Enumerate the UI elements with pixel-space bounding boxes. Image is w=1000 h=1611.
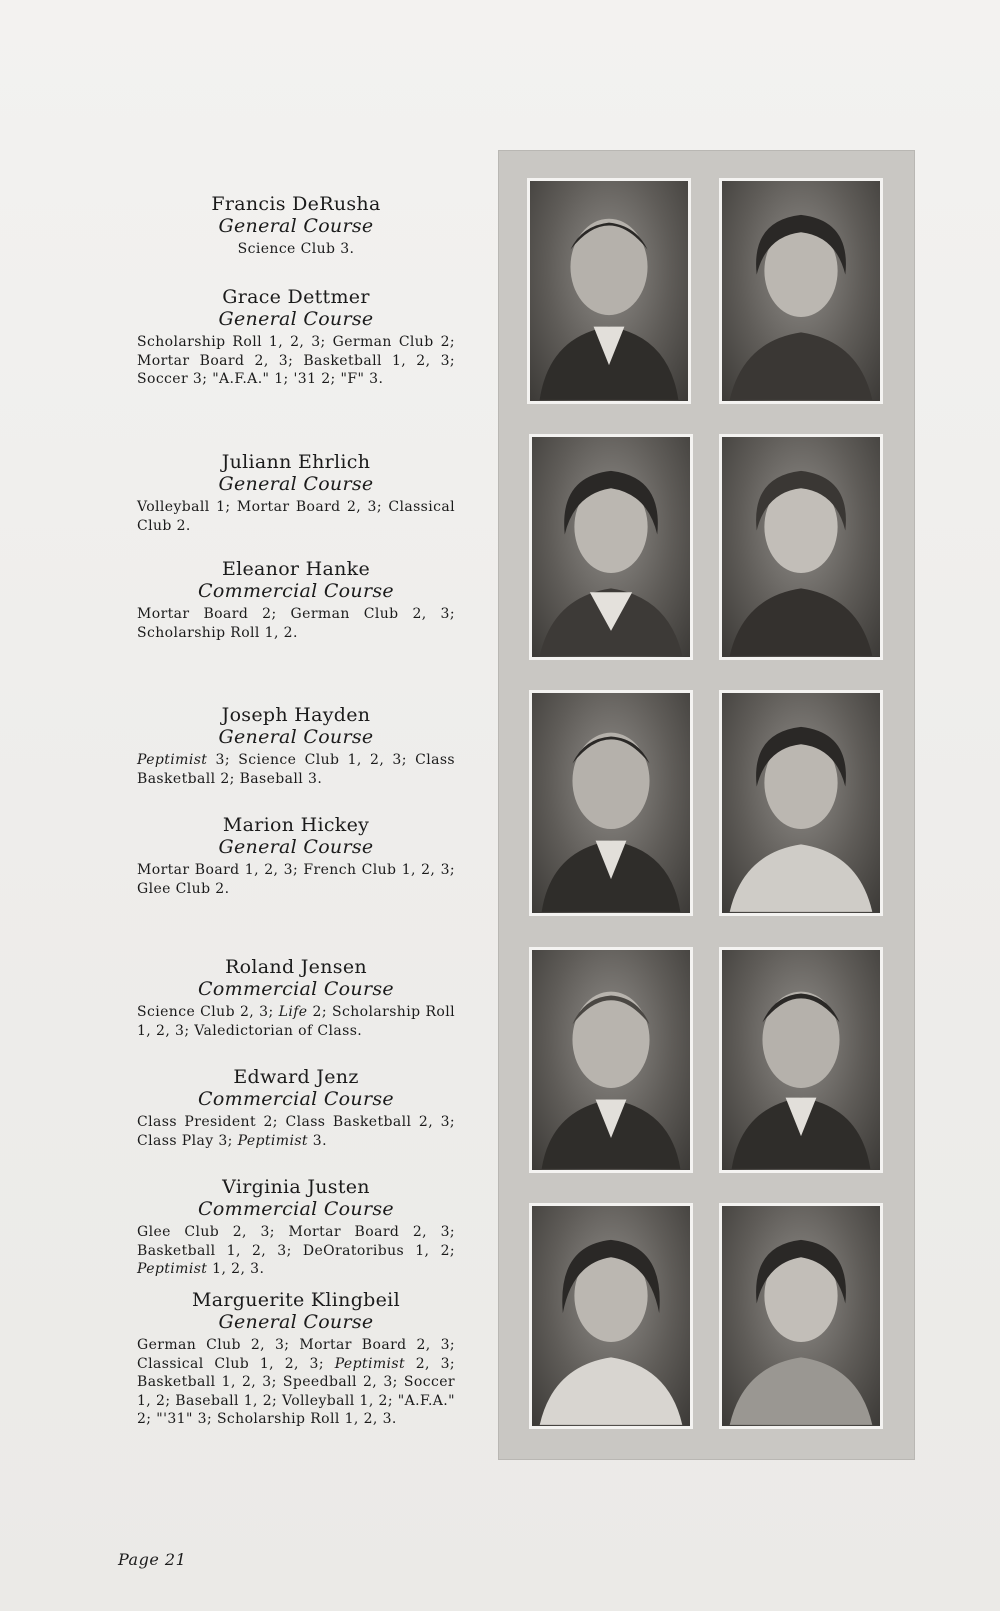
page-number: Page 21: [118, 1550, 187, 1569]
student-activities: [137, 1113, 455, 1150]
student-name: Marguerite Klingbeil: [192, 1289, 400, 1311]
male-portrait-icon: [529, 690, 693, 916]
activities-text: 2; Scholarship Roll 1, 2, 3; Valedictorian of Class.: [137, 1004, 456, 1039]
student-name: Francis DeRusha: [211, 193, 381, 215]
activities-text: Class President 2; Class Basketball 2, 3; Class Play 3;: [137, 1114, 455, 1149]
publication-name: Peptimist: [137, 752, 208, 768]
student-entry: [137, 286, 455, 389]
student-activities: Mortar Board 2; German Club 2, 3; Scholarship Roll 1, 2.: [137, 606, 455, 641]
student-name: Virginia Justen: [222, 1176, 370, 1198]
activities-text: Science Club 2, 3;: [137, 1004, 279, 1020]
student-name: Edward Jenz: [233, 1066, 359, 1088]
student-activities: [137, 751, 455, 788]
female-portrait-icon: [529, 434, 693, 660]
student-entry: [137, 704, 455, 788]
student-name: Eleanor Hanke: [221, 558, 371, 580]
male-portrait-icon: [719, 947, 883, 1173]
student-entry: [137, 1176, 455, 1279]
publication-name: Life: [278, 1004, 308, 1020]
student-entry: [137, 814, 455, 898]
activities-text: 3; Science Club 1, 2, 3; Class Basketball 2; Baseball 3.: [137, 752, 455, 787]
student-activities: Mortar Board 1, 2, 3; French Club 1, 2, 3; Glee Club 2.: [137, 862, 455, 897]
female-portrait-icon: [529, 1203, 693, 1429]
student-course: General Course: [218, 473, 374, 495]
activities-text: German Club 2, 3; Mortar Board 2, 3; Classical Club 1, 2, 3;: [137, 1337, 455, 1372]
student-activities: [137, 1336, 455, 1429]
publication-name: Peptimist: [137, 1261, 208, 1277]
student-course: General Course: [218, 836, 374, 858]
female-portrait-icon: [719, 1203, 883, 1429]
student-course: General Course: [218, 215, 374, 237]
student-activities: Science Club 3.: [237, 241, 355, 257]
student-course: Commercial Course: [198, 978, 394, 1000]
student-course: General Course: [218, 308, 374, 330]
student-name: Marion Hickey: [222, 814, 370, 836]
student-entry: [137, 956, 455, 1040]
student-name: Roland Jensen: [225, 956, 367, 978]
student-course: Commercial Course: [198, 580, 394, 602]
student-entry: [137, 1289, 455, 1429]
student-entry: [137, 451, 455, 535]
activities-text: 1, 2, 3.: [207, 1261, 265, 1277]
student-course: Commercial Course: [198, 1088, 394, 1110]
student-name: Juliann Ehrlich: [221, 451, 371, 473]
student-course: General Course: [218, 1311, 374, 1333]
male-portrait-icon: [529, 947, 693, 1173]
activities-text: Glee Club 2, 3; Mortar Board 2, 3; Basketball 1, 2, 3; DeOratoribus 1, 2;: [137, 1224, 455, 1259]
student-name: Joseph Hayden: [221, 704, 371, 726]
student-activities: [137, 1003, 455, 1040]
male-portrait-icon: [527, 178, 691, 404]
female-portrait-icon: [719, 434, 883, 660]
publication-name: Peptimist: [334, 1355, 405, 1372]
student-course: General Course: [218, 726, 374, 748]
female-portrait-icon: [719, 178, 883, 404]
student-entry: [137, 193, 455, 259]
activities-text: 3.: [307, 1132, 327, 1149]
student-entry: [137, 558, 455, 642]
student-name: Grace Dettmer: [222, 286, 370, 308]
activities-text: 2, 3; Basketball 1, 2, 3; Speedball 2, 3; Soccer 1, 2; Baseball 1, 2; Volleyball 1, 2; "A.F.A." 2; "'31" 3; Scholarship Roll 1, 2, 3.: [137, 1355, 455, 1427]
portrait-panel: [498, 150, 915, 1460]
student-activities: [137, 1223, 455, 1279]
publication-name: Peptimist: [237, 1132, 308, 1149]
student-activities: Volleyball 1; Mortar Board 2, 3; Classical Club 2.: [137, 499, 455, 534]
student-course: Commercial Course: [198, 1198, 394, 1220]
student-entry: [137, 1066, 455, 1150]
female-portrait-icon: [719, 690, 883, 916]
student-activities: Scholarship Roll 1, 2, 3; German Club 2; Mortar Board 2, 3; Basketball 1, 2, 3; Soccer 3; "A.F.A." 1; '31 2; "F" 3.: [137, 334, 455, 387]
